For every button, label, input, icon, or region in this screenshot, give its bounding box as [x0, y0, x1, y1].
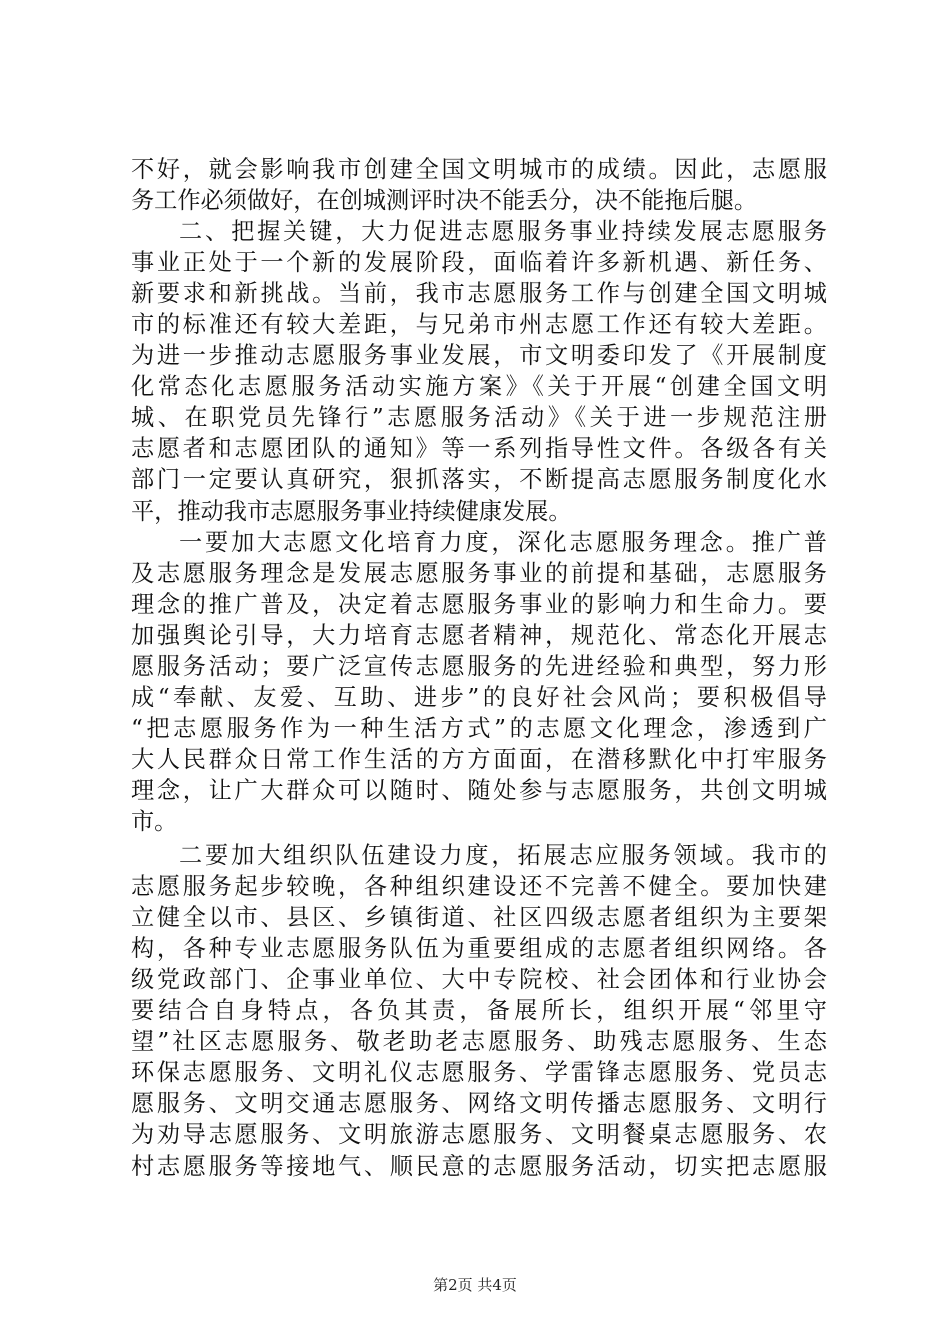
- body-text: [131, 154, 827, 1182]
- text-line: 级党政部门、企事业单位、大中专院校、社会团体和行业协会: [131, 966, 827, 994]
- text-line: 市。: [131, 807, 178, 835]
- text-line: 城、在职党员先锋行”志愿服务活动》《关于进一步规范注册: [131, 404, 827, 432]
- text-line: 加强舆论引导，大力培育志愿者精神，规范化、常态化开展志: [131, 621, 827, 649]
- text-line: “把志愿服务作为一种生活方式”的志愿文化理念，渗透到广: [131, 714, 827, 742]
- section-heading-line: 二、把握关键，大力促进志愿服务事业持续发展志愿服务: [179, 218, 827, 246]
- text-line: 务工作必须做好，在创城测评时决不能丢分，决不能拖后腿。: [131, 187, 758, 215]
- text-line: 志愿者和志愿团队的通知》等一系列指导性文件。各级各有关: [131, 435, 827, 463]
- text-line: 为劝导志愿服务、文明旅游志愿服务、文明餐桌志愿服务、农: [131, 1121, 827, 1149]
- text-line: 为进一步推动志愿服务事业发展，市文明委印发了《开展制度: [131, 342, 827, 370]
- text-line: 大人民群众日常工作生活的方方面面，在潜移默化中打牢服务: [131, 745, 827, 773]
- text-line: 成“奉献、友爱、互助、进步”的良好社会风尚；要积极倡导: [131, 683, 827, 711]
- text-line: 理念，让广大群众可以随时、随处参与志愿服务，共创文明城: [131, 776, 827, 804]
- text-line: 望”社区志愿服务、敬老助老志愿服务、助残志愿服务、生态: [131, 1028, 827, 1056]
- text-line: 愿服务、文明交通志愿服务、网络文明传播志愿服务、文明行: [131, 1090, 827, 1118]
- text-line: 事业正处于一个新的发展阶段，面临着许多新机遇、新任务、: [131, 249, 827, 277]
- text-line: 市的标准还有较大差距，与兄弟市州志愿工作还有较大差距。: [131, 311, 827, 339]
- text-line: 部门一定要认真研究，狠抓落实，不断提高志愿服务制度化水: [131, 466, 827, 494]
- text-line: 不好，就会影响我市创建全国文明城市的成绩。因此，志愿服: [131, 156, 827, 183]
- text-line: 构，各种专业志愿服务队伍为重要组成的志愿者组织网络。各: [131, 935, 827, 963]
- text-line: 平，推动我市志愿服务事业持续健康发展。: [131, 497, 572, 525]
- text-line: 村志愿服务等接地气、顺民意的志愿服务活动，切实把志愿服: [131, 1152, 827, 1180]
- text-line: 立健全以市、县区、乡镇街道、社区四级志愿者组织为主要架: [131, 904, 827, 932]
- paragraph-start-line: 一要加大志愿文化培育力度，深化志愿服务理念。推广普: [179, 528, 827, 556]
- text-line: 志愿服务起步较晚，各种组织建设还不完善不健全。要加快建: [131, 873, 827, 901]
- text-line: 环保志愿服务、文明礼仪志愿服务、学雷锋志愿服务、党员志: [131, 1059, 827, 1087]
- text-line: 化常态化志愿服务活动实施方案》《关于开展“创建全国文明: [131, 373, 827, 401]
- text-line: 及志愿服务理念是发展志愿服务事业的前提和基础，志愿服务: [131, 559, 827, 587]
- page-footer: 第2页 共4页: [433, 1276, 517, 1294]
- text-line: 新要求和新挑战。当前，我市志愿服务工作与创建全国文明城: [131, 280, 827, 308]
- paragraph-start-line: 二要加大组织队伍建设力度，拓展志应服务领域。我市的: [179, 842, 827, 870]
- text-line: 要结合自身特点，各负其责，备展所长，组织开展“邻里守: [131, 997, 827, 1025]
- text-line: 愿服务活动；要广泛宣传志愿服务的先进经验和典型，努力形: [131, 652, 827, 680]
- text-line: 理念的推广普及，决定着志愿服务事业的影响力和生命力。要: [131, 590, 827, 618]
